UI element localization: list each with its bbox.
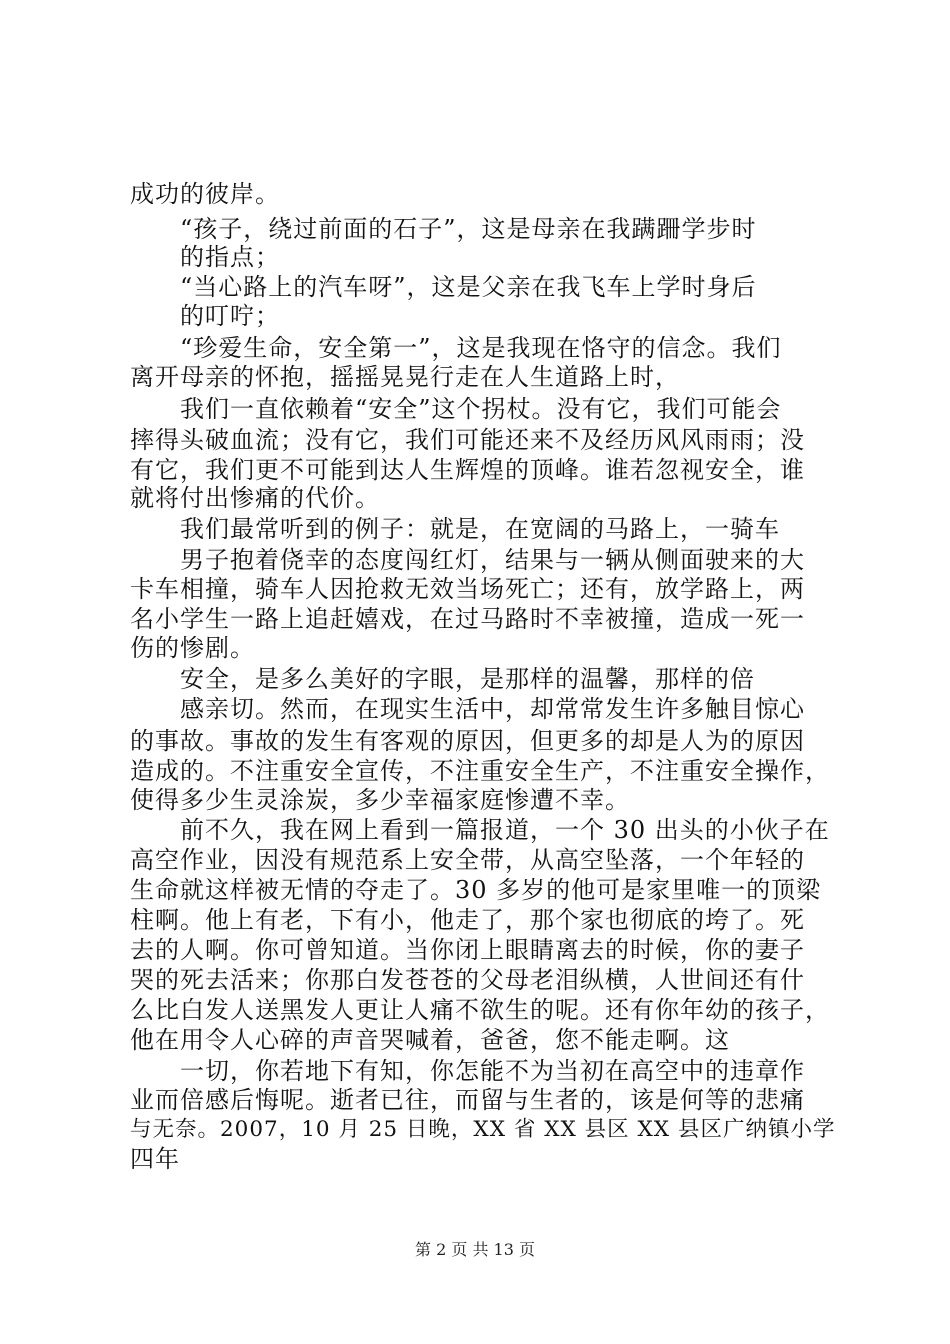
text-line: 高空作业，因没有规范系上安全带，从高空坠落，一个年轻的 xyxy=(130,846,805,874)
text-line: 的叮咛； xyxy=(180,302,280,330)
page-number-footer: 第 2 页 共 13 页 xyxy=(415,1240,535,1259)
text-line: 我们一直依赖着“安全”这个拐杖。没有它，我们可能会 xyxy=(180,395,782,423)
text-line: 摔得头破血流；没有它，我们可能还来不及经历风风雨雨；没 xyxy=(130,426,805,454)
text-line: “珍爱生命，安全第一”，这是我现在恪守的信念。我们 xyxy=(180,334,782,362)
text-line: 男子抱着侥幸的态度闯红灯，结果与一辆从侧面驶来的大 xyxy=(180,546,805,574)
text-line: 么比白发人送黑发人更让人痛不欲生的呢。还有你年幼的孩子， xyxy=(130,996,830,1024)
text-line: 一切，你若地下有知，你怎能不为当初在高空中的违章作 xyxy=(180,1057,805,1085)
text-line: 与无奈。2007，10 月 25 日晚，XX 省 XX 县区 XX 县区广纳镇小学 xyxy=(130,1117,836,1142)
text-line: 柱啊。他上有老，下有小，他走了，那个家也彻底的垮了。死 xyxy=(130,906,805,934)
text-line: 生命就这样被无情的夺走了。30 多岁的他可是家里唯一的顶梁 xyxy=(130,876,822,904)
text-line: 卡车相撞，骑车人因抢救无效当场死亡；还有，放学路上，两 xyxy=(130,575,805,603)
text-line: 感亲切。然而，在现实生活中，却常常发生许多触目惊心 xyxy=(180,695,805,723)
text-line: 前不久，我在网上看到一篇报道，一个 30 出头的小伙子在 xyxy=(180,816,830,844)
text-line: 我们最常听到的例子：就是，在宽阔的马路上，一骑车 xyxy=(180,515,780,543)
text-line: 的事故。事故的发生有客观的原因，但更多的却是人为的原因 xyxy=(130,727,805,755)
text-line: 就将付出惨痛的代价。 xyxy=(130,484,380,512)
text-line: 四年 xyxy=(130,1145,180,1173)
text-line: 造成的。不注重安全宣传，不注重安全生产，不注重安全操作， xyxy=(130,757,830,785)
text-line: 哭的死去活来；你那白发苍苍的父母老泪纵横，人世间还有什 xyxy=(130,966,805,994)
text-line: 有它，我们更不可能到达人生辉煌的顶峰。谁若忽视安全，谁 xyxy=(130,456,805,484)
text-line: 他在用令人心碎的声音哭喊着，爸爸，您不能走啊。这 xyxy=(130,1026,730,1054)
text-line: “孩子，绕过前面的石子”，这是母亲在我蹒跚学步时 xyxy=(180,215,757,243)
text-line: 伤的惨剧。 xyxy=(130,634,255,662)
text-line: 成功的彼岸。 xyxy=(130,180,280,208)
text-line: 使得多少生灵涂炭，多少幸福家庭惨遭不幸。 xyxy=(130,786,630,814)
text-line: 名小学生一路上追赶嬉戏，在过马路时不幸被撞，造成一死一 xyxy=(130,605,805,633)
text-line: 的指点； xyxy=(180,243,280,271)
text-line: 离开母亲的怀抱，摇摇晃晃行走在人生道路上时， xyxy=(130,363,680,391)
text-line: 业而倍感后悔呢。逝者已往，而留与生者的，该是何等的悲痛 xyxy=(130,1086,805,1114)
text-line: 去的人啊。你可曾知道。当你闭上眼睛离去的时候，你的妻子 xyxy=(130,936,805,964)
text-line: “当心路上的汽车呀”，这是父亲在我飞车上学时身后 xyxy=(180,273,757,301)
text-line: 安全，是多么美好的字眼，是那样的温馨，那样的倍 xyxy=(180,665,755,693)
